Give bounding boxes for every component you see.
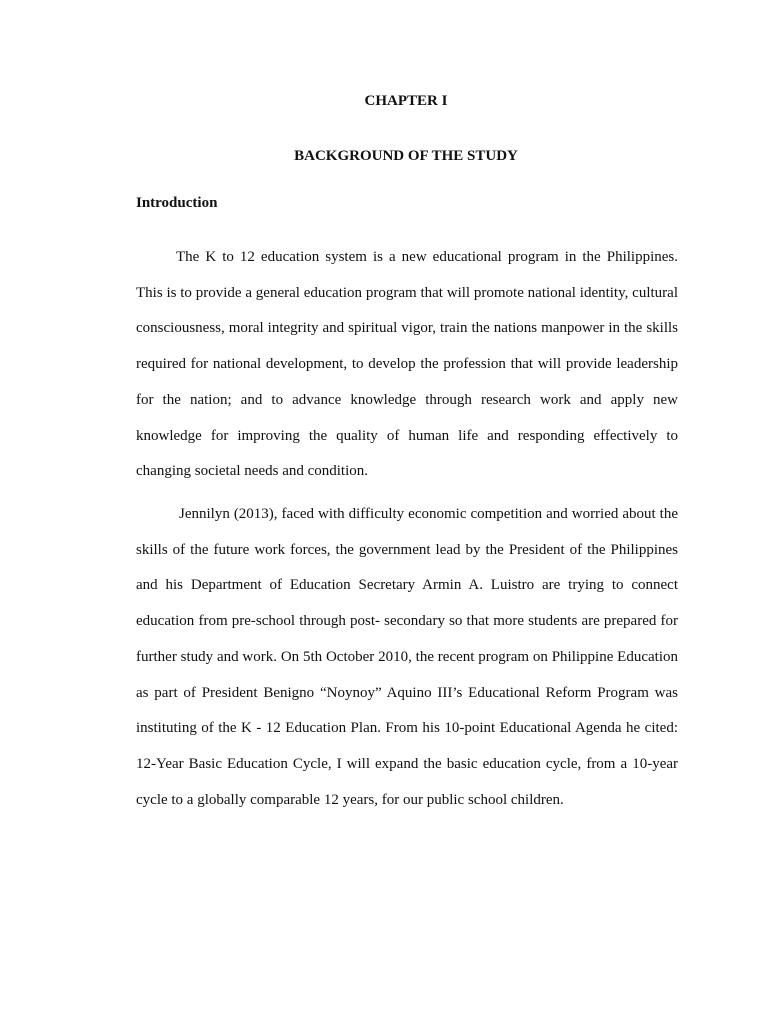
paragraph-2: Jennilyn (2013), faced with difficulty economic competition and worried about the skills of the future work forces, the government lead by the President of the Philippines and his Department of Education Secretary Armin A. Luistro are trying to connect education from pre-school through post- secondary so that more students are prepared for further study and work. On 5th October 2010, the recent program on Philippine Education as part of President Benigno “Noynoy” Aquino III’s Educational Reform Program was instituting of the K - 12 Education Plan. From his 10-point Educational Agenda he cited: 12-Year Basic Education Cycle, I will expand the basic education cycle, from a 10-year cycle to a globally comparable 12 years, for our public school children.	[136, 506, 678, 808]
chapter-heading: CHAPTER I	[364, 93, 448, 109]
section-title: BACKGROUND OF THE STUDY	[294, 148, 518, 164]
paragraph-1: The K to 12 education system is a new educational program in the Philippines. This is to provide a general education program that will promote national identity, cultural consciousness, moral integrity and spiritual vigor, train the nations manpower in the skills required for national development, to develop the profession that will provide leadership for the nation; and to advance knowledge through research work and apply new knowledge for improving the quality of human life and responding effectively to changing societal needs and condition.	[136, 249, 678, 480]
subheading-introduction: Introduction	[136, 195, 218, 211]
